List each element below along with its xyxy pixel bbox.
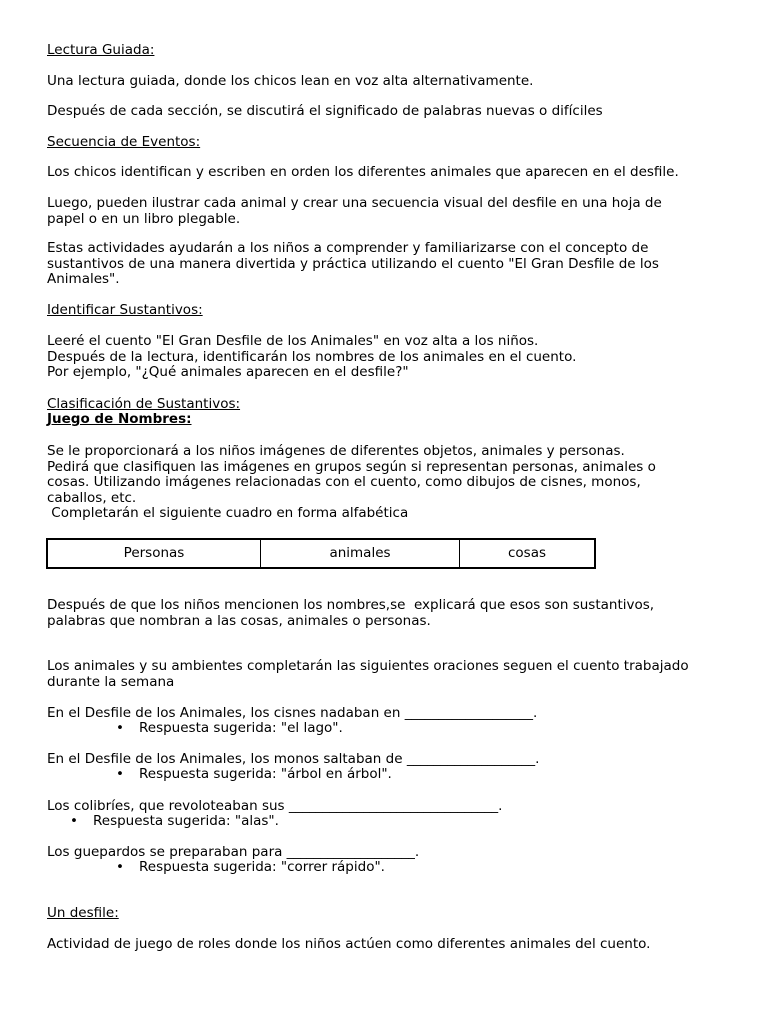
text-line: papel o en un libro plegable. — [47, 210, 241, 227]
answer-swans: Respuesta sugerida: "el lago". — [139, 720, 343, 736]
question-hummingbirds: Los colibríes, que revoloteaban sus _______________________________. — [47, 798, 503, 814]
question-monkeys: En el Desfile de los Animales, los monos saltaban de ___________________. — [47, 751, 540, 767]
paragraph-guided-discussion: Después de cada sección, se discutirá el significado de palabras nuevas o difíciles — [47, 103, 603, 119]
heading-name-game: Juego de Nombres: — [47, 411, 192, 427]
paragraph-sequence-identify: Los chicos identifican y escriben en orden los diferentes animales que aparecen en el desfile. — [47, 164, 679, 180]
paragraph-sequence-activities — [47, 241, 727, 288]
paragraph-parade: Actividad de juego de roles donde los niños actúen como diferentes animales del cuento. — [47, 936, 651, 952]
text-line: Después de la lectura, identificarán los nombres de los animales en el cuento. — [47, 348, 577, 365]
list-item — [116, 859, 385, 876]
answer-list — [70, 813, 279, 830]
heading-guided-reading: Lectura Guiada: — [47, 42, 155, 58]
list-item — [116, 720, 343, 737]
text-line: Leeré el cuento "El Gran Desfile de los Animales" en voz alta a los niños. — [47, 333, 539, 349]
paragraph-animal-environments — [47, 659, 727, 690]
table-header-personas: Personas — [47, 539, 261, 568]
text-line: Completarán el siguiente cuadro en forma alfabética — [47, 505, 409, 521]
heading-event-sequence: Secuencia de Eventos: — [47, 134, 201, 150]
answer-cheetahs: Respuesta sugerida: "correr rápido". — [139, 859, 385, 875]
text-line: Pedirá que clasifiquen las imágenes en grupos según si representan personas, animales o — [47, 458, 656, 475]
text-line: Estas actividades ayudarán a los niños a comprender y familiarizarse con el concepto de — [47, 240, 649, 256]
classification-table — [46, 538, 596, 569]
answer-monkeys: Respuesta sugerida: "árbol en árbol". — [139, 766, 392, 782]
bullet-icon: • — [116, 859, 124, 875]
text-line: cosas. Utilizando imágenes relacionadas con el cuento, como dibujos de cisnes, monos, — [47, 474, 641, 490]
question-swans: En el Desfile de los Animales, los cisnes nadaban en ___________________. — [47, 705, 538, 721]
list-item — [70, 813, 279, 830]
paragraph-identify-nouns — [47, 334, 727, 381]
question-cheetahs: Los guepardos se preparaban para ___________________. — [47, 844, 420, 860]
paragraph-name-game — [47, 444, 727, 522]
bullet-icon: • — [116, 720, 124, 736]
answer-list — [116, 859, 385, 876]
text-line: palabras que nombran a las cosas, animales o personas. — [47, 612, 431, 629]
text-line: sustantivos de una manera divertida y práctica utilizando el cuento "El Gran Desfile de los — [47, 255, 659, 272]
text-line: Luego, pueden ilustrar cada animal y crear una secuencia visual del desfile en una hoja de — [47, 195, 662, 211]
text-line: caballos, etc. — [47, 489, 137, 506]
heading-identify-nouns: Identificar Sustantivos: — [47, 302, 203, 318]
text-line: Los animales y su ambientes completarán las siguientes oraciones seguen el cuento trabajado — [47, 658, 689, 674]
bullet-icon: • — [70, 813, 78, 829]
text-line: Después de que los niños mencionen los nombres,se explicará que esos son sustantivos, — [47, 597, 655, 613]
answer-hummingbirds: Respuesta sugerida: "alas". — [93, 813, 279, 829]
heading-parade: Un desfile: — [47, 905, 119, 921]
table-row — [47, 539, 595, 568]
text-line: Por ejemplo, "¿Qué animales aparecen en el desfile?" — [47, 364, 409, 380]
list-item — [116, 766, 392, 783]
paragraph-guided-reading: Una lectura guiada, donde los chicos lean en voz alta alternativamente. — [47, 73, 534, 89]
answer-list — [116, 720, 343, 737]
text-line: Se le proporcionará a los niños imágenes de diferentes objetos, animales y personas. — [47, 443, 625, 459]
answer-list — [116, 766, 392, 783]
text-line: durante la semana — [47, 673, 175, 690]
table-header-cosas: cosas — [460, 539, 596, 568]
paragraph-sequence-illustrate — [47, 196, 727, 227]
text-line: Animales". — [47, 271, 120, 287]
table-header-animales: animales — [261, 539, 460, 568]
bullet-icon: • — [116, 766, 124, 782]
paragraph-nouns-explanation — [47, 598, 727, 629]
heading-classify-nouns: Clasificación de Sustantivos: — [47, 396, 241, 412]
